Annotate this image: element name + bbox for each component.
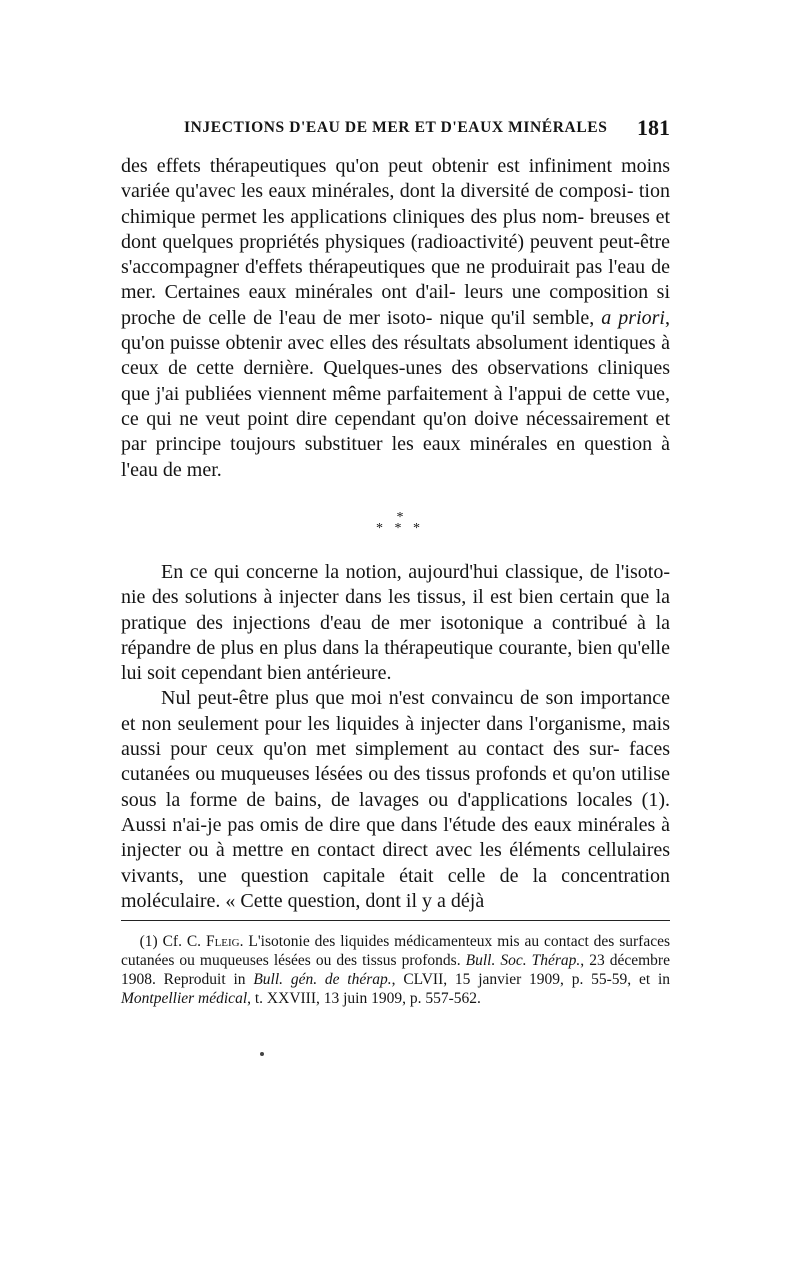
footnote-journal: Montpellier médical bbox=[121, 990, 248, 1007]
text-line: produirait pas l'eau de mer. Certaines eaux minérales ont d'ail- bbox=[121, 256, 670, 304]
text-line: veut point dire cependant qu'on doive nécessairement et par bbox=[121, 407, 671, 456]
italic-phrase: a priori bbox=[601, 306, 665, 329]
text-line: viennent même parfaitement à l'appui de cette vue, ce qui ne bbox=[121, 382, 670, 430]
footnote-marker: (1) Cf. C. bbox=[139, 933, 206, 950]
footnote-text: , 23 décembre 1908. Reproduit in bbox=[121, 952, 670, 988]
footnote bbox=[121, 932, 670, 1008]
text-line: En ce qui concerne la notion, aujourd'hui classique, de l'isoto- bbox=[161, 561, 670, 583]
asterism-bottom: * * * bbox=[376, 521, 424, 536]
text-line: des effets thérapeutiques qu'on peut obtenir est infiniment moins bbox=[121, 155, 670, 177]
text-line: breuses et dont quelques propriétés physiques (radioactivité) bbox=[121, 205, 671, 253]
text-line: variée qu'avec les eaux minérales, dont la diversité de composi- bbox=[121, 180, 634, 203]
text-line: la concentration moléculaire. « Cette question, dont il y a déjà bbox=[121, 864, 670, 912]
text-line: résultats absolument identiques à ceux de cette dernière. bbox=[121, 332, 671, 380]
text-line: nique qu'il semble, bbox=[439, 306, 602, 329]
footnote-author: Fleig bbox=[205, 933, 240, 950]
text-line: et non seulement pour les liquides à injecter dans l'organisme, bbox=[121, 712, 627, 735]
page-number: 181 bbox=[637, 115, 670, 140]
text-line: tion chimique permet les applications cliniques des plus nom- bbox=[121, 180, 670, 228]
text-line: leurs une composition si proche de celle de l'eau de mer isoto- bbox=[121, 281, 671, 329]
text-line: Quelques-unes des observations cliniques que j'ai publiées bbox=[121, 357, 670, 405]
text-line: locales (1). Aussi n'ai-je pas omis de dire que dans l'étude des bbox=[121, 788, 670, 836]
section-body bbox=[121, 560, 670, 914]
asterism-top: * bbox=[396, 510, 404, 525]
text-line: peuvent peut-être s'accompagner d'effets thérapeutiques que ne bbox=[121, 230, 671, 279]
footnote-text: , CLVII, 15 janvier 1909, p. 55-59, et in bbox=[391, 971, 670, 988]
paragraph bbox=[121, 560, 670, 686]
running-title: INJECTIONS D'EAU DE MER ET D'EAUX MINÉRALES bbox=[184, 119, 608, 136]
text-line: , qu'on puisse obtenir avec elles des bbox=[121, 306, 670, 355]
text-line: faces cutanées ou muqueuses lésées ou des tissus profonds et bbox=[121, 738, 671, 786]
text-line: mais aussi pour ceux qu'on met simplement au contact des sur- bbox=[121, 712, 670, 761]
text-line: principe toujours substituer les eaux minérales en question à bbox=[155, 433, 670, 456]
paragraph-continued bbox=[121, 154, 670, 483]
text-line: éléments cellulaires vivants, une question capitale était celle de bbox=[121, 839, 671, 887]
text-line: l'eau de mer. bbox=[121, 458, 222, 481]
footnote-journal: Bull. gén. de thérap. bbox=[253, 971, 392, 988]
paragraph bbox=[121, 686, 670, 914]
text-line: nie des solutions à injecter dans les tissus, il est bien certain bbox=[121, 586, 614, 609]
footnote-text: , t. XXVIII, 13 juin 1909, p. 557-562. bbox=[247, 990, 481, 1007]
ink-speck bbox=[260, 1052, 264, 1056]
text-line: eaux minérales à injecter ou à mettre en contact direct avec les bbox=[121, 813, 670, 862]
text-line: que la pratique des injections d'eau de mer isotonique a contribué à bbox=[121, 586, 671, 634]
footnote-text: . L'isotonie des liquides médicamenteux mis au contact des surfaces cutanées ou muqueuses lésées ou des tissus profonds. bbox=[121, 933, 670, 969]
footnote-journal: Bull. Soc. Thérap. bbox=[465, 952, 581, 969]
footnote-rule bbox=[121, 920, 670, 921]
text-line: la répandre de plus en plus dans la thérapeutique courante, bien bbox=[121, 611, 671, 659]
text-line: Nul peut-être plus que moi n'est convaincu de son importance bbox=[161, 687, 670, 710]
text-line: qu'elle lui soit cependant bien antérieure. bbox=[121, 636, 670, 685]
text-line: qu'on utilise sous la forme de bains, de lavages ou d'applications bbox=[121, 763, 671, 811]
running-head bbox=[184, 115, 670, 145]
section-ornament bbox=[0, 512, 800, 546]
